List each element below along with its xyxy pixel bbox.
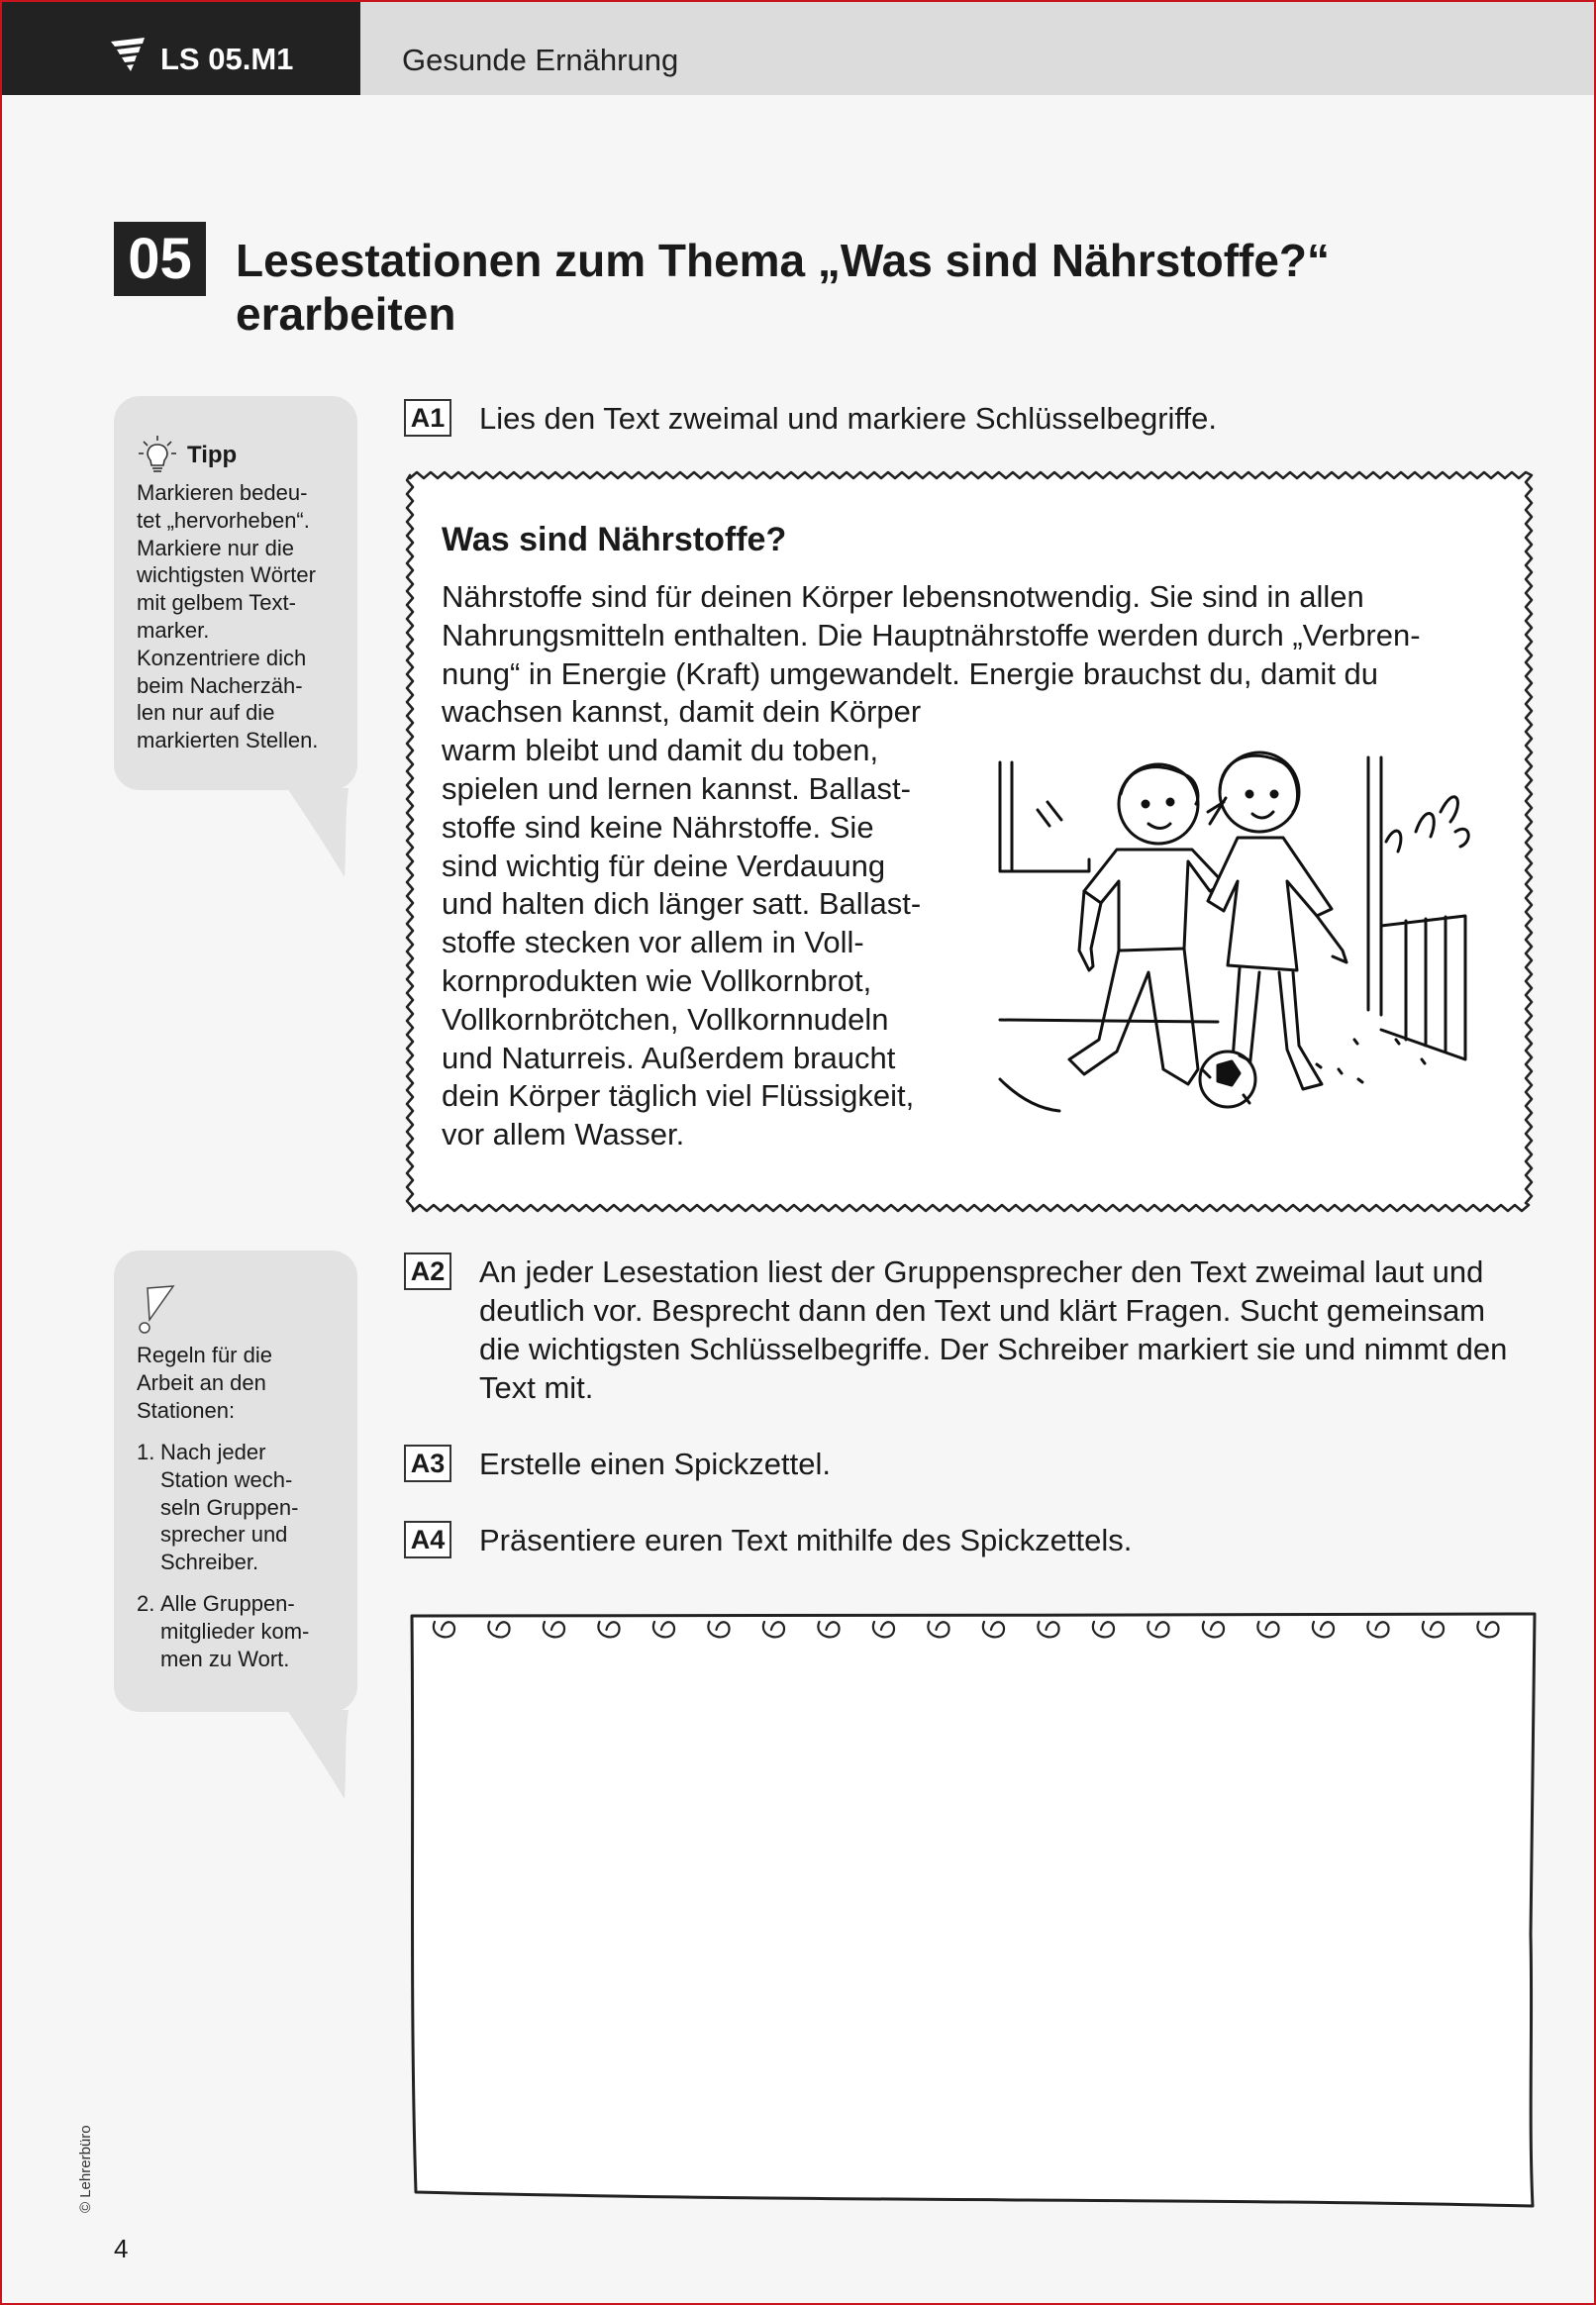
task-badge-a3: A3	[404, 1445, 451, 1482]
lightbulb-icon	[136, 434, 179, 477]
rules-intro-line: Stationen:	[137, 1397, 236, 1423]
tip-line: tet „hervorheben“.	[137, 507, 310, 533]
tornado-icon	[109, 36, 149, 73]
task-text-a4	[479, 1521, 1529, 1559]
rules-intro-line: Regeln für die	[137, 1343, 272, 1367]
rule-line: men zu Wort.	[160, 1646, 290, 1671]
rule-line: Nach jeder	[160, 1440, 266, 1464]
page-title-line-1: Lesestationen zum Thema „Was sind Nährstoffe?“	[236, 235, 1331, 286]
rules-intro-line: Arbeit an den	[137, 1369, 266, 1395]
reading-line: dein Körper täglich viel Flüssigkeit,	[442, 1078, 915, 1114]
header-code-block	[2, 2, 360, 95]
section-number: 05	[114, 222, 206, 296]
unit-code: LS 05.M1	[160, 42, 294, 76]
tip-text	[137, 479, 345, 754]
reading-line: und Naturreis. Außerdem braucht	[442, 1040, 896, 1075]
tip-line: wichtigsten Wörter	[137, 562, 316, 588]
task-text-a3	[479, 1445, 1529, 1483]
page-number: 4	[114, 2234, 129, 2263]
cheat-sheet-notepad	[404, 1608, 1543, 2212]
exclamation-icon	[134, 1284, 177, 1336]
reading-line: stoffe stecken vor allem in Voll-	[442, 925, 864, 960]
notepad-sheet	[412, 1614, 1535, 2206]
header-bar	[2, 2, 1594, 95]
task-text-a1	[479, 399, 1529, 438]
reading-line: warm bleibt und damit du toben,	[442, 733, 879, 768]
tip-line: Konzentriere dich	[137, 645, 307, 670]
rule-line: seln Gruppen-	[160, 1494, 299, 1520]
reading-line: wachsen kannst, damit dein Körper	[442, 694, 922, 730]
task-line: deutlich vor. Besprecht dann den Text und klärt Fragen. Sucht gemeinsam	[479, 1293, 1486, 1328]
rule-line: sprecher und	[160, 1522, 288, 1548]
rule-item	[137, 1439, 349, 1576]
rule-line: Schreiber.	[160, 1550, 259, 1575]
rules-bubble-tail	[287, 1710, 356, 1801]
reading-line: nung“ in Energie (Kraft) umgewandelt. Energie brauchst du, damit du	[442, 655, 1379, 691]
tip-line: mit gelbem Text-	[137, 590, 296, 616]
task-line: Text mit.	[479, 1370, 594, 1405]
tip-line: beim Nacherzäh-	[137, 672, 303, 698]
reading-line: stoffe sind keine Nährstoffe. Sie	[442, 809, 874, 845]
reading-line: Nahrungsmitteln enthalten. Die Hauptnährstoffe werden durch „Verbren-	[442, 617, 1421, 652]
task-line: An jeder Lesestation liest der Gruppensprecher den Text zweimal laut und	[479, 1254, 1484, 1289]
reading-line: kornprodukten wie Vollkornbrot,	[442, 962, 872, 998]
task-line: die wichtigsten Schlüsselbegriffe. Der Schreiber markiert sie und nimmt den	[479, 1332, 1508, 1366]
rule-line: Station wech-	[160, 1466, 293, 1492]
tip-line: marker.	[137, 617, 210, 643]
rule-line: mitglieder kom-	[160, 1618, 310, 1644]
task-badge-a2: A2	[404, 1253, 451, 1290]
rules-intro	[137, 1342, 345, 1424]
task-badge-a4: A4	[404, 1521, 451, 1558]
tip-title: Tipp	[187, 442, 238, 468]
copyright-text: © Lehrerbüro	[77, 2125, 94, 2213]
page-title-line-2: erarbeiten	[236, 288, 456, 340]
task-text-a2	[479, 1253, 1529, 1407]
reading-line: Vollkornbrötchen, Vollkornnudeln	[442, 1001, 889, 1037]
rule-number: 2.	[137, 1590, 155, 1616]
task-line: Lies den Text zweimal und markiere Schlüsselbegriffe.	[479, 401, 1217, 436]
tip-heading	[136, 434, 237, 477]
tip-line: Markieren bedeu-	[137, 480, 308, 505]
reading-line: sind wichtig für deine Verdauung	[442, 848, 886, 883]
tip-line: markierten Stellen.	[137, 728, 319, 753]
task-line: Präsentiere euren Text mithilfe des Spickzettels.	[479, 1523, 1133, 1557]
reading-line: und halten dich länger satt. Ballast-	[442, 886, 922, 922]
rules-bubble	[114, 1251, 357, 1712]
tip-line: len nur auf die	[137, 700, 275, 726]
tip-bubble-tail	[287, 788, 356, 879]
task-line: Erstelle einen Spickzettel.	[479, 1447, 831, 1481]
page-title	[236, 234, 1523, 341]
rule-number: 1.	[137, 1440, 155, 1464]
reading-line: spielen und lernen kannst. Ballast-	[442, 770, 911, 806]
reading-title: Was sind Nährstoffe?	[442, 521, 787, 558]
children-playing-football-illustration	[990, 743, 1475, 1139]
rules-list	[137, 1439, 349, 1686]
reading-line: Nährstoffe sind für deinen Körper lebensnotwendig. Sie sind in allen	[442, 579, 1364, 614]
tip-bubble	[114, 396, 357, 790]
tip-line: Markiere nur die	[137, 535, 294, 560]
reading-line: vor allem Wasser.	[442, 1117, 685, 1152]
rule-line: Alle Gruppen-	[160, 1590, 295, 1616]
task-badge-a1: A1	[404, 399, 451, 437]
subject-title: Gesunde Ernährung	[402, 43, 679, 77]
rule-item	[137, 1590, 349, 1672]
